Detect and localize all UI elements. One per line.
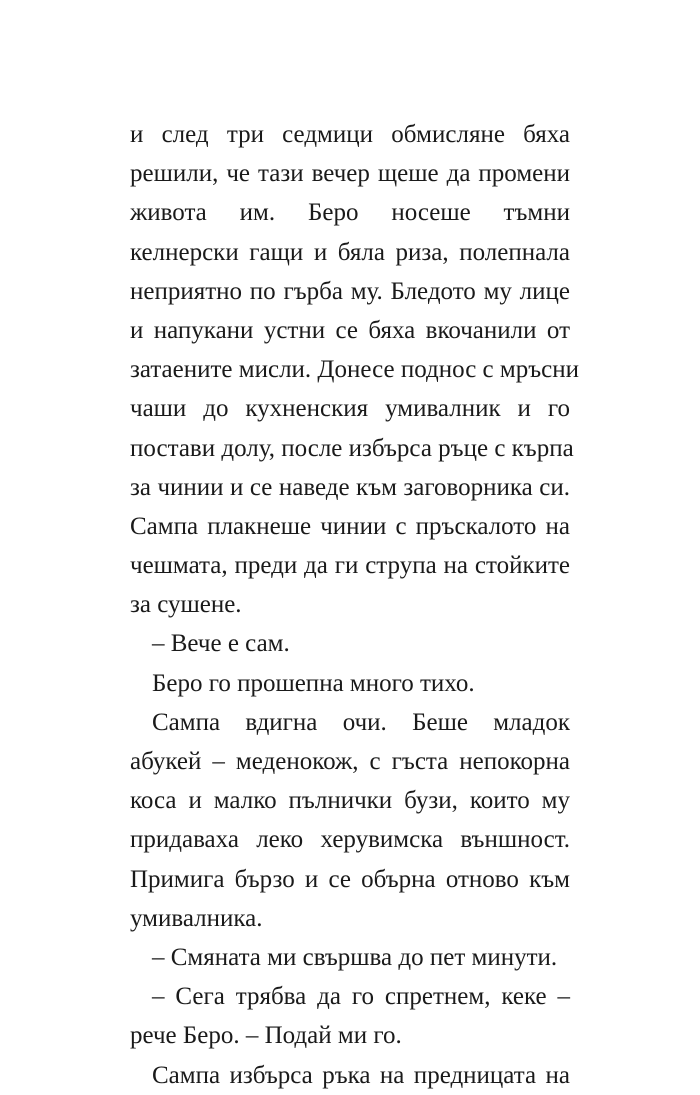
text-line: келнерски гащи и бяла риза, полепнала [130, 238, 570, 266]
text-line: чаши до кухненския умивалник и го [130, 395, 570, 423]
text-line: коса и малко пълнички бузи, които му [130, 787, 570, 815]
text-line: решили, че тази вечер щеше да промени [130, 160, 570, 188]
text-line: Сампа избърса ръка на предницата на [152, 1061, 570, 1089]
text-line: Примига бързо и се обърна отново към [130, 865, 570, 893]
text-line: – Смяната ми свършва до пет минути. [152, 943, 558, 971]
text-line: постави долу, после избърса ръце с кърпа [130, 434, 574, 462]
text-line: затаените мисли. Донесе поднос с мръсни [130, 356, 579, 384]
text-line: абукей – меденокож, с гъста непокорна [130, 748, 570, 775]
text-line: чешмата, преди да ги струпа на стойките [130, 552, 570, 580]
text-line: Сампа плакнеше чинии с пръскалото на [130, 512, 570, 540]
text-line: и след три седмици обмисляне бяха [130, 121, 570, 148]
text-line: за сушене. [130, 591, 242, 619]
book-page-text [130, 115, 579, 1095]
text-line: – Вече е сам. [152, 630, 290, 658]
text-line: – Сега трябва да го спретнем, кеке – [152, 983, 570, 1011]
text-line: и напукани устни се бяха вкочанили от [130, 316, 570, 344]
text-line: Сампа вдигна очи. Беше младок [152, 708, 570, 736]
text-line: рече Беро. – Подай ми го. [130, 1022, 402, 1050]
text-line: придаваха леко херувимска външност. [130, 826, 570, 854]
text-line: Беро го прошепна много тихо. [152, 669, 475, 697]
text-line: неприятно по гърба му. Бледото му лице [130, 277, 570, 305]
text-line: за чинии и се наведе към заговорника си. [130, 473, 570, 501]
text-line: умивалника. [130, 904, 263, 932]
text-line: живота им. Беро носеше тъмни [130, 199, 570, 227]
